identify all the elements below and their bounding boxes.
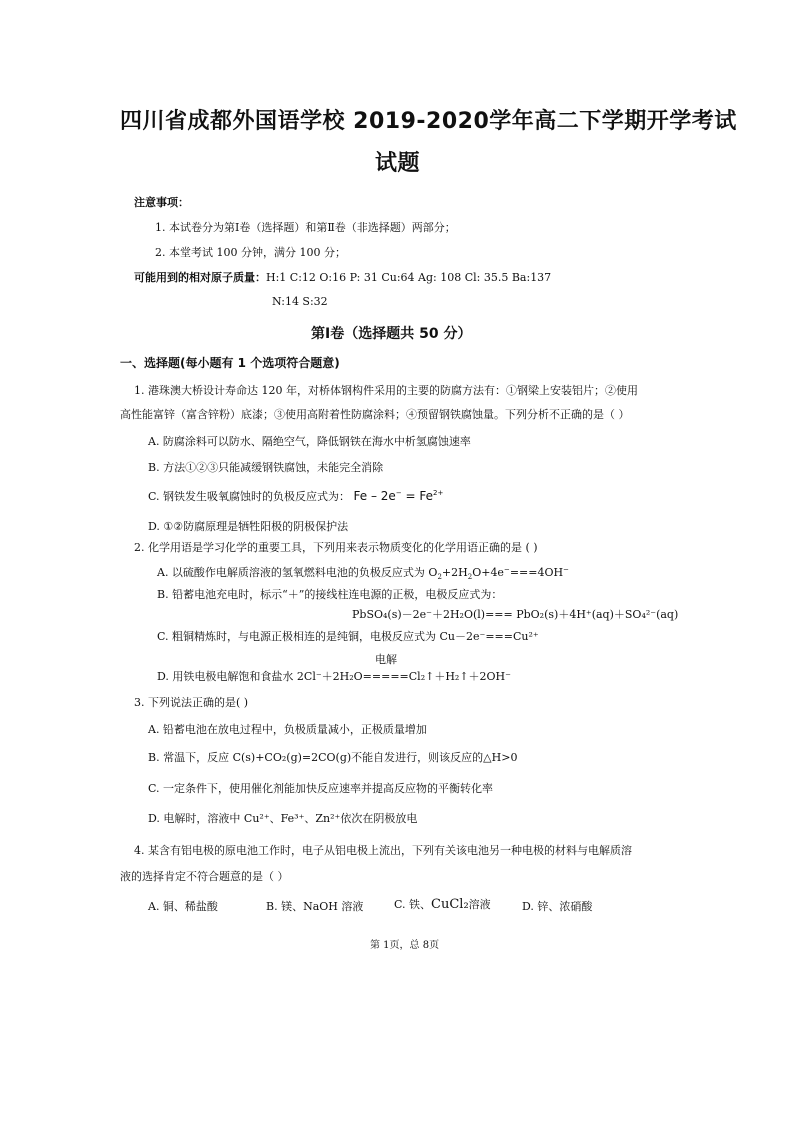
- q1-formula-part2: = Fe: [401, 489, 433, 503]
- q1-option-c: [148, 488, 443, 504]
- atomic-mass-line2: N:14 S:32: [272, 295, 328, 308]
- notes-item-1: 1. 本试卷分为第Ⅰ卷（选择题）和第Ⅱ卷（非选择题）两部分；: [155, 221, 456, 234]
- q1-option-c-text: C. 钢铁发生吸氧腐蚀时的负极反应式为：: [148, 490, 351, 503]
- q4-c-pre: C. 铁、: [394, 898, 432, 911]
- q4-stem-line2: 液的选择肯定不符合题意的是（ ）: [120, 870, 289, 883]
- q3-stem: 3. 下列说法正确的是( ): [134, 696, 249, 709]
- q2-a-tail2: O+4e: [472, 566, 504, 579]
- q1-option-c-formula: $Fe - 2e^- = Fe^{2+}$: [353, 489, 444, 503]
- q4-option-a: A. 铜、稀盐酸: [148, 900, 218, 913]
- q1-option-d: D. ①②防腐原理是牺牲阳极的阴极保护法: [148, 520, 349, 533]
- notes-item-2: 2. 本堂考试 100 分钟，满分 100 分；: [155, 246, 346, 259]
- page-footer: 第 1页，总 8页: [370, 940, 440, 951]
- q2-option-d: D. 用铁电极电解饱和食盐水 2Cl⁻＋2H₂O=====Cl₂↑＋H₂↑＋2OH⁻: [157, 670, 511, 683]
- part-title: 一、选择题(每小题有 1 个选项符合题意): [120, 356, 340, 370]
- q3-option-c: C. 一定条件下，使用催化剂能加快反应速率并提高反应物的平衡转化率: [148, 782, 494, 795]
- page-title-line1: 四川省成都外国语学校 2019-2020学年高二下学期开学考试: [120, 109, 737, 134]
- q3-option-d: D. 电解时，溶液中 Cu²⁺、Fe³⁺、Zn²⁺依次在阴极放电: [148, 812, 418, 825]
- q1-stem-line2: 高性能富锌（富含锌粉）底漆；③使用高附着性防腐涂料；④预留钢铁腐蚀量。下列分析不正确的是（ ）: [120, 408, 630, 421]
- q1-option-b: B. 方法①②③只能减缓钢铁腐蚀，未能完全消除: [148, 461, 384, 474]
- q2-a-end: ===4OH: [509, 566, 564, 579]
- q2-stem: 2. 化学用语是学习化学的重要工具，下列用来表示物质变化的化学用语正确的是 ( ): [134, 541, 538, 554]
- q4-option-d: D. 锌、浓硝酸: [522, 900, 593, 913]
- q4-c-formula: CuCl₂: [431, 897, 469, 912]
- q3-option-a: A. 铅蓄电池在放电过程中，负极质量减小，正极质量增加: [148, 723, 427, 736]
- q2-option-d-condition: 电解: [375, 653, 397, 666]
- volume-title: 第Ⅰ卷（选择题共 50 分）: [311, 326, 472, 342]
- q4-c-post: 溶液: [468, 898, 491, 911]
- atomic-mass-label: 可能用到的相对原子质量：: [134, 271, 266, 284]
- q2-option-b-equation: PbSO₄(s)－2e⁻＋2H₂O(l)=== PbO₂(s)＋4H⁺(aq)＋SO₄²⁻(aq): [352, 608, 679, 621]
- q2-a-tail: +2H: [441, 566, 468, 579]
- q2-option-b: B. 铅蓄电池充电时，标示“＋”的接线柱连电源的正极，电极反应式为：: [157, 588, 503, 601]
- q4-option-c: [394, 896, 491, 912]
- q3-option-b: B. 常温下，反应 C(s)+CO₂(g)=2CO(g)不能自发进行，则该反应的△H>0: [148, 751, 518, 764]
- atomic-mass-values: H:1 C:12 O:16 P: 31 Cu:64 Ag: 108 Cl: 35.5 Ba:137: [266, 271, 552, 284]
- q1-formula-part1: Fe – 2e: [353, 489, 396, 503]
- notes-heading: 注意事项：: [134, 196, 189, 209]
- q2-option-c: C. 粗铜精炼时，与电源正极相连的是纯铜，电极反应式为 Cu－2e⁻===Cu²⁺: [157, 630, 539, 643]
- q1-option-a: A. 防腐涂料可以防水、隔绝空气，降低钢铁在海水中析氢腐蚀速率: [148, 435, 471, 448]
- q2-a-text: A. 以硫酸作电解质溶液的氢氧燃料电池的负极反应式为 O: [157, 566, 438, 579]
- q4-stem-line1: 4. 某含有铝电极的原电池工作时，电子从铝电极上流出，下列有关该电池另一种电极的材料与电解质溶: [134, 844, 632, 857]
- q1-stem-line1: 1. 港珠澳大桥设计寿命达 120 年，对桥体钢构件采用的主要的防腐方法有：①钢梁上安装铝片；②使用: [134, 384, 638, 397]
- q4-option-b: B. 镁、NaOH 溶液: [266, 900, 364, 913]
- atomic-mass-line1: [134, 269, 551, 285]
- page-title-line2: 试题: [375, 151, 421, 176]
- q2-option-a: A. 以硫酸作电解质溶液的氢氧燃料电池的负极反应式为 $O_2+2H_2O+4e^-===4OH^-$: [157, 565, 569, 582]
